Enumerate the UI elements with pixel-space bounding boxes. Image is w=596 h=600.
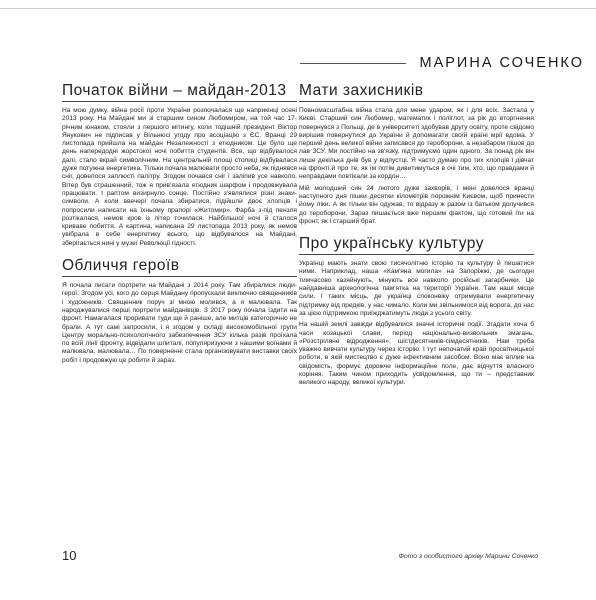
section-title-faces-of-heroes: Обличчя героїв bbox=[62, 257, 297, 277]
paragraph-ukrainian-culture-2: На нашій землі завжди відбувалися значні історичні події. Згадати хоча б часи козацької слави, період національно-визвольних змагань, «Розстріляне відродження», шістдесятників-сімдесятників. Нам треба уважно вивчати культуру через історію. І тут непочатий край просвітницької роботи, в якій мистецтво є дуже ефективним засобом. Воно має вплив на свідомість, формує дорожче інформаційне поле, дає відчуття власного коріння. Таким чином приходить усвідомлення, що ти – представник великого народу, великої культури. bbox=[299, 321, 534, 387]
section-title-ukrainian-culture: Про українську культуру bbox=[299, 235, 534, 255]
section-title-war-beginning: Початок війни – майдан-2013 bbox=[62, 82, 297, 102]
paragraph-faces-of-heroes: Я почала писати портрети на Майдані з 2014 року. Там збиралися люди-герої. Згодом усі, кого до серця Майдану пропускали виключно священників і художників. Священник поруч зі мною молився, а я малювала. Так народжувалися перші портрети майданівців. З 2017 року почала їздити на фронт. Намагалася проривати туди ще й раніше, але митців категорично не брали. А тут самі запросили, і я згодом у складі високомобільної групи Центру морально-психологічного забезпечення ЗСУ кілька разів проїхала по всій лінії фронту, відвідали шпиталі, популяризуючи з нашими воїнами й малювала, малювала… По поверненні стала організовувати виставки своїх робіт і продовжую це робити й зараз. bbox=[62, 282, 297, 364]
top-divider-line bbox=[0, 8, 596, 9]
header-rule bbox=[300, 63, 406, 64]
page-header bbox=[300, 52, 584, 74]
paragraph-war-beginning: На мою думку, війна росії проти України розпочалася ще наприкінці осені 2013 року. На Майдані ми зі старшим сином Любомиром, на той час 17-річним юнаком, стояли з першого мітингу, коли тодішній президент Віктор Янукович не підписав у Вільнюсі угоду про асоціацію з ЄС. Вранці 29 листопада прийшла на майдан Незалежності з етюдником. Це було ще день напередодні жорстокої ночі побиття студентів. Все, що відбувалося далі, стало вкрай символічним. На центральній площі столиці відбувалася дуже потужна енергетика. Тільки почала малювати просто неба, як піднявся сніг, довелося заплюсті палітру. Згодом почався сніг і заліпив усе навколо. Вітер був страшенний, тож я прив'язала етюдник шарфом і продовжувала працювати. І раптом визирнуло сонце. Постійно з'являлися різні знаки-символи. А коли ввечері почала збиратися, підійшли двоє хлопців і попросили написати на їхньому прапорі «Житомир». Фарба з-під пензля розтікалася, немов кров із літер точилася. Найбільшої ночі й сталося криваве побиття. А картина, написана 29 листопада 2013 року, як немов увібрала в себе енергетику всього, що відбувалося на Майдані, зберігається нині у музеї Революції гідності. bbox=[62, 107, 297, 247]
paragraph-mother-of-defenders-2: Мій молодший син 24 лютого дуже захворів, і мені довелося вранці наступного дня пішки десятки кілометрів порожнім Києвом, щоб принести йому ліки. А як тільки він одужав, то відразу ж разом із батьком долучився до тероборони. Зараз пишається вже першим фактом, що готовий іти на фронт, як і старший брат. bbox=[299, 184, 534, 225]
paragraph-mother-of-defenders-1: Повномасштабна війна стала для мене ударом, як і для всіх. Застала у Києві. Старший син Любомир, математик і поліглот, за рік до вторгнення повернувся з Польщі, де в університеті здобував другу освіту, проте свідомо вирішив повернутися до України й допомагати своїй країні мрії вдома. У перший день великої війни записався до тероборони, а незабаром пішов до лав ЗСУ. Ми постійно на зв'язку, підтримуємо один одного. За понад рік він лише декілька днів був у відпустці. Я часто думаю про тих хлопців і дівчат на фронті й про те, як їм потім дивитимуться в очі тим, хто, що правдами й неправдами повтікали за кордон… bbox=[299, 107, 534, 181]
paragraph-ukrainian-culture-1: Українці мають знати свою тисячолітню історію та культуру й пишатися ними. Наприклад, наша «Кам'яна могила» на Запоріжжі, де сьогодні тимчасово хазяйнують, мінують все навколо російські загарбники. Це найдавніша археологічна пам'ятка на території України. Там наші місце сили. І таких місць, де українці споконвіку отримували енергетичну підтримку від предків, у нас чимало. Коли ми звільнимося від ворога, до нас за цією підтримкою приїжджатимуть люди з усього світу. bbox=[299, 260, 534, 317]
author-name: МАРИНА СОЧЕНКО bbox=[419, 55, 584, 71]
left-column bbox=[62, 82, 297, 368]
photo-credit: Фото з особистого архіву Марини Соченко bbox=[398, 553, 538, 560]
page-number: 10 bbox=[62, 548, 77, 563]
section-title-mother-of-defenders: Мати захисників bbox=[299, 82, 534, 102]
right-column bbox=[299, 82, 534, 391]
